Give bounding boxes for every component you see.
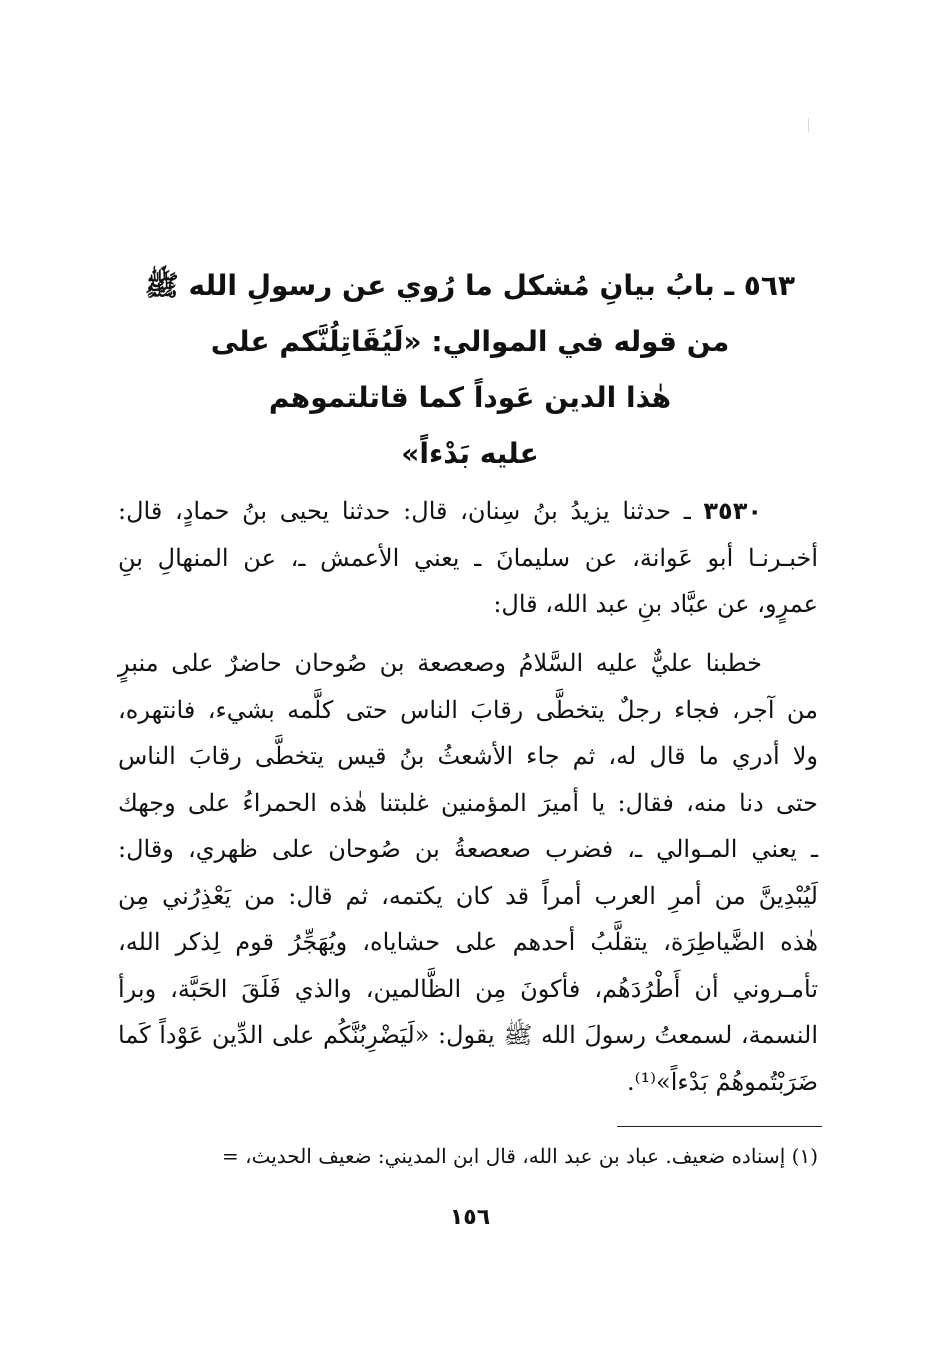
chapter-heading xyxy=(120,258,820,482)
chapter-heading-line-1: ٥٦٣ ـ بابُ بيانِ مُشكل ما رُوي عن رسولِ الله ﷺ xyxy=(144,269,796,302)
scan-artifact xyxy=(808,118,809,132)
matn-line-6: لَيُبْدِينَّ من أمرِ العرب أمراً قد كان يكتمه، ثم قال: من يَعْذِرُني مِن xyxy=(118,881,818,910)
matn-line-3: ولا أدري ما قال له، ثم جاء الأشعثُ بنُ قيس يتخطَّى رقابَ الناس xyxy=(118,742,818,770)
matn-line-2: من آجر، فجاء رجلٌ يتخطَّى رقابَ الناس حتى كلَّمه بشيء، فانتهره، xyxy=(118,695,818,724)
matn-line-1: خطبنا عليٌّ عليه السَّلامُ وصعصعة بن صُوحان حاضرٌ على منبرٍ xyxy=(118,649,762,677)
chapter-heading-line-2: من قوله في الموالي: «لَيُقَاتِلُنَّكم على xyxy=(210,325,730,358)
footnote: (١) إسناده ضعيف. عباد بن عبد الله، قال ابن المديني: ضعيف الحديث، = xyxy=(222,1144,818,1168)
matn-line-7: هٰذه الضَّياطِرَة، يتقلَّبُ أحدهم على حشاياه، ويُهَجِّرُ قوم لِذكر الله، xyxy=(118,928,819,956)
isnad-line-1-text: ـ حدثنا يزيدُ بنُ سِنان، قال: حدثنا يحيى بنُ حمادٍ، قال: xyxy=(118,497,704,525)
matn-line-5: ـ يعني المـوالي ـ، فضرب صعصعةُ بن صُوحان على ظهري، وقال: xyxy=(118,835,819,863)
matn-line-8: تأمـروني أن أَطْرُدَهُم، فأكونَ مِن الظَّالمين، والذي فَلَقَ الحَبَّة، وبرأ xyxy=(118,974,818,1003)
hadith-number: ٣٥٣٠ xyxy=(703,497,762,525)
isnad-line-3: عمرٍو، عن عبَّاد بنِ عبد الله، قال: xyxy=(493,590,818,618)
hadith-matn xyxy=(118,640,818,1105)
hadith-isnad xyxy=(118,488,818,628)
matn-line-10: ضَرَبْتُموهُمْ بَدْءاً»⁽¹⁾. xyxy=(626,1067,818,1096)
isnad-line-1 xyxy=(118,488,818,535)
matn-line-9: النسمة، لسمعتُ رسولَ الله ﷺ يقول: «لَيَضْرِبُنَّكُم على الدِّين عَوْداً كَما xyxy=(118,1021,818,1049)
chapter-heading-line-4: عليه بَدْءاً» xyxy=(401,437,539,470)
chapter-heading-line-3: هٰذا الدين عَوداً كما قاتلتموهم xyxy=(268,381,672,414)
isnad-line-2: أخبـرنـا أبو عَوانة، عن سليمانَ ـ يعني الأعمش ـ، عن المنهالِ بنِ xyxy=(118,543,818,572)
footnote-divider xyxy=(617,1126,822,1127)
matn-line-4: حتى دنا منه، فقال: يا أميرَ المؤمنين غلبتنا هٰذه الحمراءُ على وجهك xyxy=(118,788,819,817)
page-number: ١٥٦ xyxy=(449,1205,491,1230)
